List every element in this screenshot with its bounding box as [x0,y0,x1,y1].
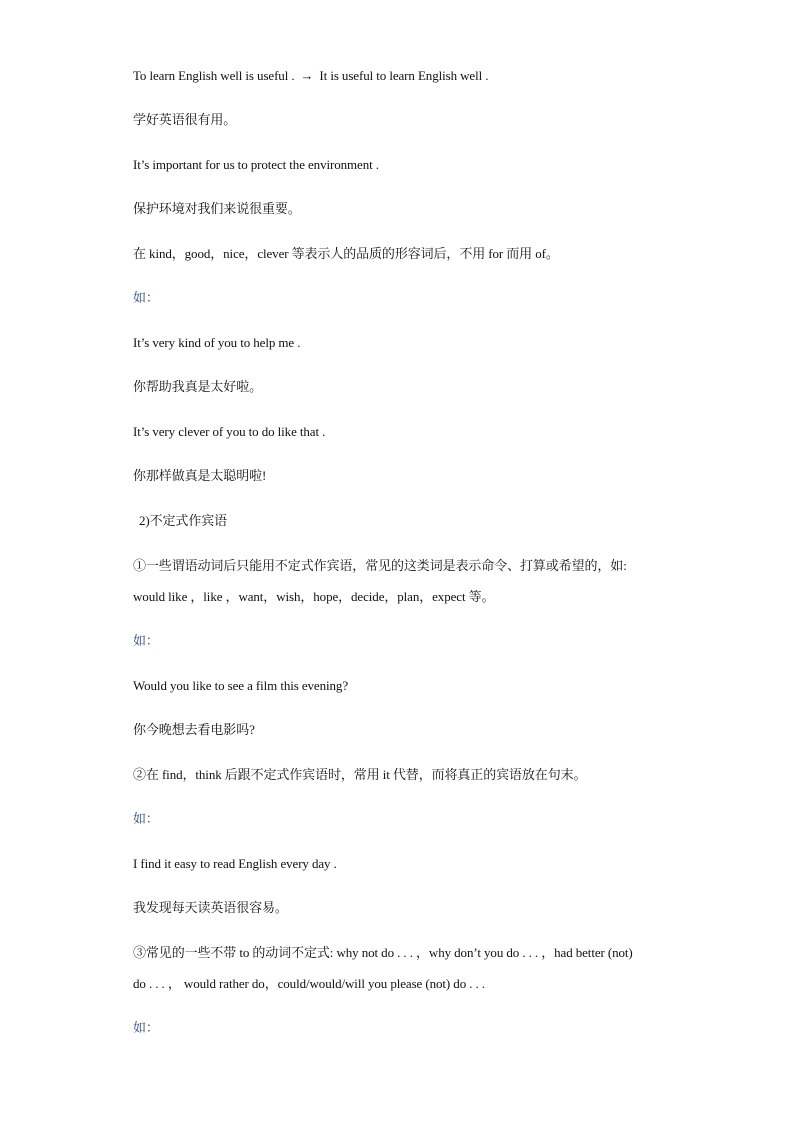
section-heading: 2)不定式作宾语 [139,513,228,528]
example-sentence: It’s very kind of you to help me . [133,335,301,350]
example-sentence-transform [133,68,488,84]
rule-text: ②在 find，think 后跟不定式作宾语时，常用 it 代替，而将真正的宾语放在句末。 [133,767,587,782]
example-label: 如： [133,1020,159,1035]
example-sentence: It’s important for us to protect the environment . [133,157,379,172]
example-label: 如： [133,290,159,305]
rule-text: 在 kind，good，nice，clever 等表示人的品质的形容词后，不用 for 而用 of。 [133,246,559,261]
example-sentence: Would you like to see a film this evening? [133,678,348,693]
translation-line: 你今晚想去看电影吗? [133,722,255,737]
example-label: 如： [133,633,159,648]
translation-line: 我发现每天读英语很容易。 [133,900,288,915]
rule-text-continued: do . . . ， would rather do，could/would/will you please (not) do . . . [133,976,485,991]
example-sentence: It’s very clever of you to do like that . [133,424,326,439]
transformed-sentence: It is useful to learn English well . [319,68,489,83]
translation-line: 学好英语很有用。 [133,112,237,127]
example-sentence: I find it easy to read English every day . [133,856,337,871]
rule-text-continued: would like ，like ，want，wish，hope，decide，plan，expect 等。 [133,589,495,604]
translation-line: 保护环境对我们来说很重要。 [133,201,301,216]
rule-text: ③常见的一些不带 to 的动词不定式: why not do . . . ，why don’t you do . . . ，had better (not) [133,945,633,960]
example-label: 如： [133,811,159,826]
translation-line: 你那样做真是太聪明啦! [133,468,267,483]
translation-line: 你帮助我真是太好啦。 [133,379,263,394]
rule-text: ①一些谓语动词后只能用不定式作宾语，常见的这类词是表示命令、打算或希望的，如: [133,558,627,573]
original-sentence: To learn English well is useful . [133,68,295,83]
arrow-icon: → [300,68,314,83]
